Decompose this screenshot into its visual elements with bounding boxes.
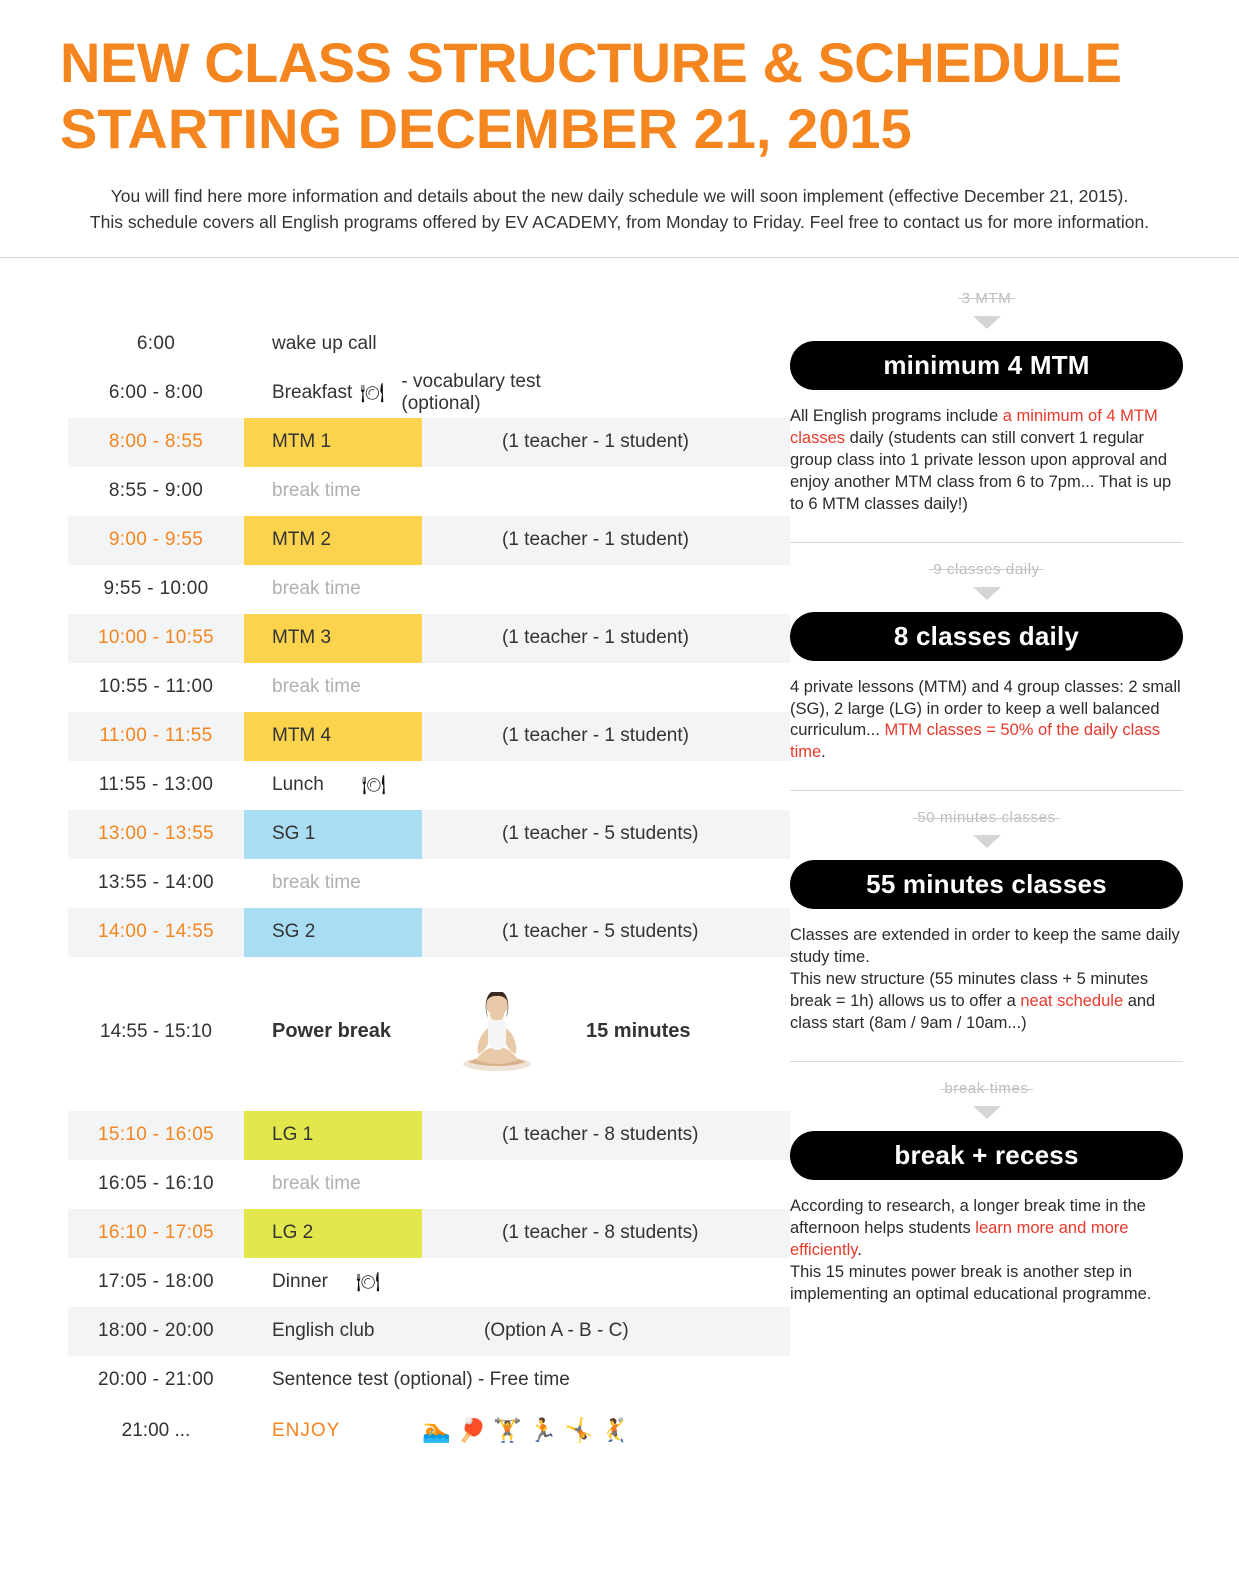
highlight-title: 55 minutes classes — [790, 860, 1183, 909]
body-part-highlight: neat schedule — [1020, 992, 1124, 1011]
schedule-row — [68, 761, 790, 810]
schedule-row — [68, 1160, 790, 1209]
row-time: 10:00 - 10:55 — [98, 627, 214, 649]
body-part-highlight: learn more and more efficiently — [790, 1218, 1129, 1259]
page-subtitle — [60, 184, 1179, 235]
row-label: break time — [272, 872, 361, 894]
sidebar-divider — [790, 790, 1183, 791]
schedule-row — [68, 614, 790, 663]
spacer — [68, 957, 790, 983]
schedule-row — [68, 467, 790, 516]
schedule-row — [68, 418, 790, 467]
old-value-label — [790, 561, 1183, 578]
body-part: Classes are extended in order to keep the same daily study time. This new structure (55 minutes class + 5 minutes break = 1h) allows us to offer a — [790, 926, 1180, 1011]
row-detail — [574, 1356, 790, 1405]
row-detail: (1 teacher - 1 student) — [502, 529, 689, 551]
row-detail — [422, 663, 790, 712]
row-time: 11:55 - 13:00 — [98, 774, 214, 796]
old-value-label — [790, 290, 1183, 307]
schedule-row — [68, 369, 790, 418]
schedule-row — [68, 1356, 790, 1405]
row-label: Power break — [272, 1020, 391, 1043]
row-detail — [574, 1258, 790, 1307]
row-label: MTM 2 — [244, 516, 422, 565]
row-detail — [574, 320, 790, 369]
schedule-row — [68, 516, 790, 565]
page-title-line-2: STARTING DECEMBER 21, 2015 — [60, 97, 912, 161]
row-time: 9:00 - 9:55 — [108, 529, 204, 551]
sidebar-divider — [790, 1061, 1183, 1062]
old-value-text: 50 minutes classes — [917, 809, 1056, 827]
cutlery-icon: 🍽 — [360, 383, 384, 405]
schedule-row — [68, 859, 790, 908]
daily-schedule-table — [0, 258, 790, 1457]
body-part: According to research, a longer break time in the afternoon helps students — [790, 1197, 1146, 1237]
row-time: 8:55 - 9:00 — [108, 480, 204, 502]
row-time: 17:05 - 18:00 — [98, 1271, 214, 1293]
row-time: 9:55 - 10:00 — [103, 578, 209, 600]
row-label-text: Breakfast — [272, 382, 353, 404]
row-label: LG 2 — [244, 1209, 422, 1258]
old-value-label — [790, 1080, 1183, 1097]
row-time: 15:10 - 16:05 — [98, 1124, 214, 1146]
row-time: 21:00 ... — [121, 1419, 191, 1441]
highlight-block — [790, 290, 1183, 516]
down-arrow-icon — [973, 587, 1001, 600]
schedule-row — [68, 320, 790, 369]
row-label: wake up call — [272, 333, 377, 355]
row-label — [244, 761, 574, 810]
row-time: 13:55 - 14:00 — [98, 872, 214, 894]
body-part: and class start (8am / 9am / 10am...) — [790, 992, 1156, 1033]
row-detail — [574, 369, 790, 418]
highlight-body — [790, 1196, 1183, 1306]
row-label: SG 1 — [244, 810, 422, 859]
schedule-row — [68, 810, 790, 859]
row-label: ENJOY — [272, 1419, 341, 1441]
row-detail — [422, 565, 790, 614]
row-detail — [422, 467, 790, 516]
activity-icons — [422, 1417, 636, 1444]
row-time: 16:05 - 16:10 — [98, 1173, 214, 1195]
body-part: . — [821, 743, 826, 762]
yoga-meditation-icon — [422, 992, 572, 1072]
row-label: break time — [272, 578, 361, 600]
highlight-body — [790, 406, 1183, 516]
highlight-block — [790, 561, 1183, 765]
row-label — [244, 1258, 574, 1307]
row-label: Sentence test (optional) - Free time — [272, 1369, 570, 1391]
subtitle-line-1: You will find here more information and details about the new daily schedule we will soon implement (effective December 21, 2015). — [110, 186, 1129, 207]
row-label: English club — [272, 1320, 375, 1342]
row-detail: (1 teacher - 1 student) — [502, 431, 689, 453]
old-value-text: 9 classes daily — [933, 560, 1040, 578]
highlight-block — [790, 1080, 1183, 1306]
dancing-icon: 🤸 — [564, 1417, 601, 1444]
highlight-title: minimum 4 MTM — [790, 341, 1183, 390]
spacer — [68, 1081, 790, 1111]
row-detail: (1 teacher - 8 students) — [502, 1124, 699, 1146]
row-detail: (1 teacher - 1 student) — [502, 627, 689, 649]
row-label-text: Dinner — [272, 1271, 328, 1293]
row-detail: (Option A - B - C) — [484, 1320, 629, 1342]
row-time: 14:00 - 14:55 — [98, 921, 214, 943]
row-detail — [422, 859, 790, 908]
highlight-title: break + recess — [790, 1131, 1183, 1180]
row-time: 11:00 - 11:55 — [99, 725, 213, 747]
highlight-body — [790, 925, 1183, 1035]
row-detail-text: - vocabulary test (optional) — [401, 371, 541, 415]
main-content — [0, 258, 1239, 1457]
highlight-block — [790, 809, 1183, 1035]
old-value-text: break times — [944, 1080, 1029, 1098]
page-header — [0, 0, 1239, 258]
schedule-row — [68, 1209, 790, 1258]
row-detail: (1 teacher - 8 students) — [502, 1222, 699, 1244]
highlight-body — [790, 677, 1183, 765]
row-time: 13:00 - 13:55 — [98, 823, 214, 845]
schedule-row — [68, 663, 790, 712]
running-icon: 🏃 — [528, 1417, 565, 1444]
row-time: 14:55 - 15:10 — [100, 1020, 212, 1042]
subtitle-line-2: This schedule covers all English programs offered by EV ACADEMY, from Monday to Friday. Feel free to contact us for more information. — [89, 211, 1150, 232]
body-part: daily (students can still convert 1 regular group class into 1 private lesson upon approval and enjoy another MTM class from 6 to 7pm... That is up to 6 MTM classes daily!) — [790, 428, 1172, 513]
row-label-text: Lunch — [272, 774, 324, 796]
row-detail: (1 teacher - 5 students) — [502, 921, 699, 943]
row-label: MTM 1 — [244, 418, 422, 467]
body-part: . This 15 minutes power break is another step in implementing an optimal educational programme. — [790, 1240, 1152, 1303]
body-part: All English programs include — [790, 406, 1003, 425]
down-arrow-icon — [973, 1106, 1001, 1119]
gymnastics-icon: 🤾 — [600, 1417, 636, 1444]
power-break-row — [68, 983, 790, 1081]
body-part-highlight: MTM classes = 50% of the daily class time — [790, 721, 1160, 762]
highlight-title: 8 classes daily — [790, 612, 1183, 661]
row-time: 6:00 — [136, 333, 176, 355]
row-detail: (1 teacher - 5 students) — [502, 823, 699, 845]
down-arrow-icon — [973, 835, 1001, 848]
swimming-icon: 🏊 — [422, 1417, 458, 1444]
row-label: LG 1 — [244, 1111, 422, 1160]
body-part: 4 private lessons (MTM) and 4 group classes: 2 small (SG), 2 large (LG) in order to keep a well balanced curriculum... — [790, 677, 1181, 740]
body-part-highlight: a minimum of 4 MTM classes — [790, 406, 1158, 447]
row-time: 16:10 - 17:05 — [98, 1222, 214, 1244]
sidebar-divider — [790, 542, 1183, 543]
schedule-row — [68, 1307, 790, 1356]
old-value-text: 3 MTM — [961, 289, 1012, 307]
row-time: 8:00 - 8:55 — [108, 431, 204, 453]
weightlifting-icon: 🏋 — [493, 1417, 529, 1444]
highlights-sidebar — [790, 258, 1239, 1457]
row-detail — [422, 1160, 790, 1209]
down-arrow-icon — [973, 316, 1001, 329]
row-label — [244, 369, 574, 418]
old-value-label — [790, 809, 1183, 826]
cutlery-icon: 🍽 — [361, 775, 385, 797]
schedule-row — [68, 712, 790, 761]
row-label: break time — [272, 480, 361, 502]
row-label: MTM 3 — [244, 614, 422, 663]
row-label: SG 2 — [244, 908, 422, 957]
row-detail — [574, 761, 790, 810]
row-time: 10:55 - 11:00 — [98, 676, 214, 698]
schedule-row — [68, 1258, 790, 1307]
page-title-line-1: NEW CLASS STRUCTURE & SCHEDULE — [60, 31, 1122, 94]
row-detail: (1 teacher - 1 student) — [502, 725, 689, 747]
row-time: 6:00 - 8:00 — [108, 382, 204, 404]
enjoy-row — [68, 1405, 790, 1457]
schedule-row — [68, 1111, 790, 1160]
row-time: 20:00 - 21:00 — [98, 1369, 214, 1391]
row-label: MTM 4 — [244, 712, 422, 761]
schedule-row — [68, 565, 790, 614]
row-label: break time — [272, 676, 361, 698]
cutlery-icon: 🍽 — [355, 1272, 380, 1294]
ping-pong-icon: 🏓 — [457, 1417, 494, 1444]
row-label: break time — [272, 1173, 361, 1195]
schedule-row — [68, 908, 790, 957]
power-break-duration: 15 minutes — [586, 1020, 691, 1043]
row-time: 18:00 - 20:00 — [98, 1320, 214, 1342]
